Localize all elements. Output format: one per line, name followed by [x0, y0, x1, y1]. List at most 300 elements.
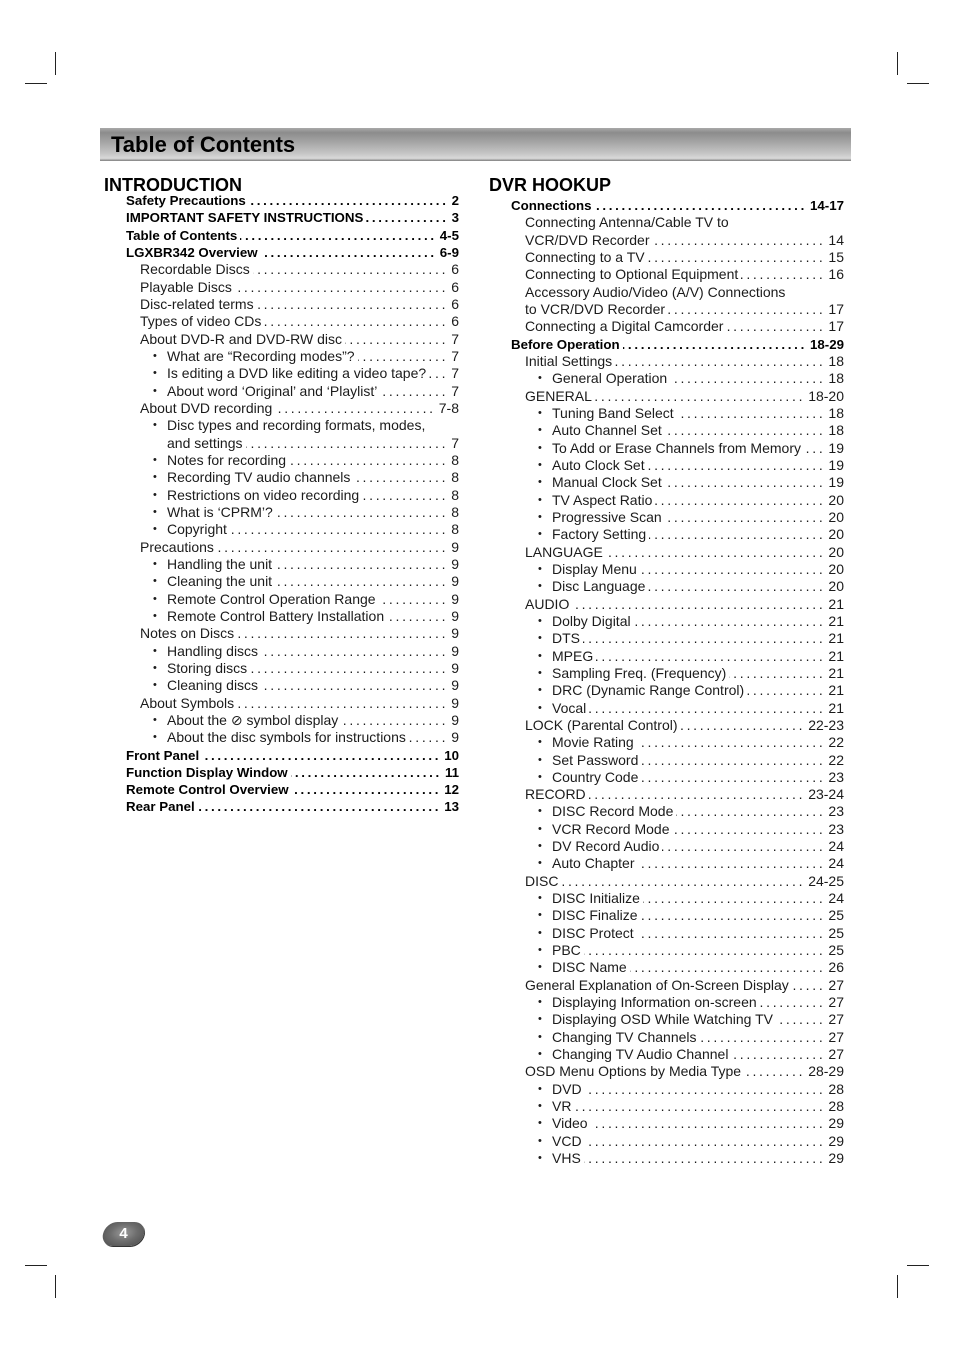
- dot-leader: [726, 318, 825, 335]
- toc-entry-label: DRC (Dynamic Range Control): [552, 682, 745, 699]
- bullet-icon: [538, 994, 542, 1011]
- toc-entry-page: 9: [451, 711, 459, 728]
- toc-entry: [511, 907, 844, 924]
- toc-entry-label: Auto Clock Set: [552, 456, 645, 473]
- toc-entry-label: Movie Rating: [552, 734, 634, 751]
- toc-entry: [511, 266, 844, 283]
- toc-entry-label: VHS: [552, 1150, 581, 1167]
- toc-section-entry: [126, 227, 459, 244]
- toc-entry-page: 9: [451, 659, 459, 676]
- toc-entry-label: Changing TV Channels: [552, 1028, 697, 1045]
- toc-entry-label: Auto Chapter: [552, 855, 635, 872]
- toc-entry-page: 22-23: [808, 716, 844, 733]
- bullet-icon: [538, 405, 542, 422]
- toc-entry-label: Vocal: [552, 699, 587, 716]
- bullet-icon: [538, 925, 542, 942]
- toc-entry-page: 26: [828, 959, 844, 976]
- toc-entry-label: Video: [552, 1115, 588, 1132]
- toc-entry-label: GENERAL: [525, 387, 592, 404]
- bullet-icon: [538, 959, 542, 976]
- toc-entry-label-first-line: Connecting Antenna/Cable TV to: [525, 214, 729, 231]
- toc-entry: [511, 1133, 844, 1150]
- dot-leader: [665, 422, 826, 439]
- toc-entry-page: 9: [451, 573, 459, 590]
- dot-leader: [387, 608, 448, 625]
- toc-entry: [126, 469, 459, 486]
- dot-leader: [362, 487, 448, 504]
- dot-leader: [230, 521, 448, 538]
- dot-leader: [561, 873, 805, 890]
- toc-entry-label: About the disc symbols for instructions: [167, 729, 406, 746]
- bullet-icon: [538, 700, 542, 717]
- toc-entry: [511, 353, 844, 370]
- toc-entry: [511, 1063, 844, 1080]
- toc-entry: [511, 457, 844, 474]
- toc-entry: [511, 838, 844, 855]
- dot-leader: [681, 717, 806, 734]
- toc-entry-label: Sampling Freq. (Frequency): [552, 664, 727, 681]
- dot-leader: [572, 596, 825, 613]
- toc-entry-label: Manual Clock Set: [552, 474, 662, 491]
- dot-leader: [652, 232, 825, 249]
- bullet-icon: [153, 504, 157, 521]
- toc-entry-label: About DVD recording: [140, 399, 273, 416]
- toc-entry-page: 9: [451, 538, 459, 555]
- dot-leader: [380, 383, 448, 400]
- bullet-icon: [538, 803, 542, 820]
- bullet-icon: [153, 643, 157, 660]
- toc-entry: [511, 509, 844, 526]
- toc-entry-page: 20: [828, 491, 844, 508]
- dot-leader: [585, 1133, 826, 1150]
- toc-entry-page: 29: [828, 1150, 844, 1167]
- toc-entry-page: 25: [828, 942, 844, 959]
- toc-entry: [511, 440, 844, 457]
- bullet-icon: [538, 648, 542, 665]
- bullet-icon: [538, 682, 542, 699]
- toc-entry-page: 9: [451, 694, 459, 711]
- toc-entry: [126, 556, 459, 573]
- dot-leader: [261, 643, 448, 660]
- toc-column-dvr-hookup: [511, 197, 844, 1167]
- bullet-icon: [538, 1081, 542, 1098]
- toc-entry: [511, 1046, 844, 1063]
- toc-entry-label: LANGUAGE: [525, 543, 603, 560]
- toc-entry-label: What are “Recording modes”?: [167, 347, 355, 364]
- toc-entry-page: 27: [828, 976, 844, 993]
- toc-entry-page: 9: [451, 590, 459, 607]
- toc-entry-page: 27: [828, 1011, 844, 1028]
- toc-entry-page: 29: [828, 1115, 844, 1132]
- toc-entry-label: About word ‘Original’ and ‘Playlist’: [167, 382, 378, 399]
- toc-entry-page: 21: [828, 682, 844, 699]
- toc-entry-page: 9: [451, 677, 459, 694]
- bullet-icon: [538, 578, 542, 595]
- toc-entry: [511, 561, 844, 578]
- bullet-icon: [153, 729, 157, 746]
- toc-entry-page: 11: [444, 764, 459, 780]
- bullet-icon: [538, 613, 542, 630]
- bullet-icon: [538, 1115, 542, 1132]
- bullet-icon: [153, 469, 157, 486]
- dot-leader: [275, 556, 448, 573]
- bullet-icon: [153, 573, 157, 590]
- toc-entry-page: 7: [451, 434, 459, 451]
- toc-entry: [126, 643, 459, 660]
- toc-entry-label-first-line: Accessory Audio/Video (A/V) Connections: [525, 283, 786, 300]
- bullet-icon: [538, 890, 542, 907]
- bullet-icon: [538, 821, 542, 838]
- crop-mark-top-left-vertical: [55, 52, 56, 75]
- toc-entry-page: 21: [828, 647, 844, 664]
- toc-entry-page: 19: [828, 439, 844, 456]
- bullet-icon: [153, 608, 157, 625]
- bullet-icon: [538, 509, 542, 526]
- toc-entry: [126, 729, 459, 746]
- dot-leader: [366, 209, 448, 226]
- toc-entry: [511, 318, 844, 335]
- dot-leader: [747, 682, 825, 699]
- toc-entry: [511, 474, 844, 491]
- toc-entry-page: 6: [451, 295, 459, 312]
- toc-entry-page: 21: [828, 699, 844, 716]
- toc-entry-label: Dolby Digital: [552, 612, 631, 629]
- dot-leader: [637, 925, 826, 942]
- dot-leader: [292, 781, 442, 798]
- toc-entry: [511, 578, 844, 595]
- toc-entry-page: 18-29: [809, 336, 844, 352]
- toc-entry-page: 23: [828, 803, 844, 820]
- toc-entry: [126, 504, 459, 521]
- toc-entry-label: General Operation: [552, 370, 668, 387]
- toc-entry-label: VR: [552, 1098, 572, 1115]
- dot-leader: [276, 504, 448, 521]
- toc-entry-label: Cleaning discs: [167, 677, 259, 694]
- toc-entry-page: 20: [828, 560, 844, 577]
- toc-entry-page: 8: [451, 469, 459, 486]
- bullet-icon: [538, 855, 542, 872]
- dot-leader: [429, 365, 448, 382]
- bullet-icon: [153, 712, 157, 729]
- toc-entry-page: 19: [828, 474, 844, 491]
- toc-entry: [511, 890, 844, 907]
- bullet-icon: [153, 521, 157, 538]
- toc-entry-page: 8: [451, 503, 459, 520]
- toc-entry: [511, 855, 844, 872]
- toc-entry-label: LGXBR342 Overview: [126, 244, 258, 260]
- toc-entry-page: 28: [828, 1080, 844, 1097]
- toc-entry-label: Display Menu: [552, 560, 637, 577]
- bullet-icon: [153, 417, 157, 434]
- bullet-icon: [153, 591, 157, 608]
- toc-entry: [511, 994, 844, 1011]
- toc-entry-page: 27: [828, 1046, 844, 1063]
- dot-leader: [379, 591, 449, 608]
- dot-leader: [257, 296, 449, 313]
- toc-entry-label: About the ⊘ symbol display: [167, 711, 339, 728]
- dot-leader: [744, 1063, 805, 1080]
- bullet-icon: [538, 440, 542, 457]
- toc-entry-label: DISC: [525, 872, 559, 889]
- toc-section-entry: [126, 747, 459, 764]
- dot-leader: [261, 677, 448, 694]
- toc-entry-label: to VCR/DVD Recorder: [525, 300, 666, 317]
- dot-leader: [648, 249, 826, 266]
- dot-leader: [264, 313, 448, 330]
- dot-leader: [731, 1046, 825, 1063]
- toc-entry-label: Disc-related terms: [140, 295, 254, 312]
- toc-entry: [511, 1150, 844, 1167]
- toc-entry-page: 7: [451, 365, 459, 382]
- toc-entry: [126, 400, 459, 417]
- dot-leader: [240, 227, 436, 244]
- bullet-icon: [538, 561, 542, 578]
- toc-entry-page: 28: [828, 1098, 844, 1115]
- toc-entry-label: Front Panel: [126, 747, 200, 763]
- toc-section-entry: [126, 764, 459, 781]
- toc-entry: [511, 1029, 844, 1046]
- dot-leader: [584, 942, 826, 959]
- dot-leader: [729, 665, 825, 682]
- toc-entry-page: 21: [828, 612, 844, 629]
- toc-entry: [126, 539, 459, 556]
- dot-leader: [250, 660, 448, 677]
- toc-entry-page: 24-25: [808, 872, 844, 889]
- toc-section-entry: [511, 197, 844, 214]
- dot-leader: [606, 544, 826, 561]
- dot-leader: [662, 838, 825, 855]
- toc-section-entry: [126, 798, 459, 815]
- toc-section-entry: [126, 192, 459, 209]
- toc-entry-page: 25: [828, 924, 844, 941]
- toc-entry: [126, 452, 459, 469]
- toc-entry-page: 8: [451, 486, 459, 503]
- dot-leader: [673, 821, 826, 838]
- toc-entry-label: DISC Initialize: [552, 890, 640, 907]
- bullet-icon: [538, 752, 542, 769]
- toc-entry: [511, 526, 844, 543]
- toc-entry-label: Notes on Discs: [140, 625, 235, 642]
- bullet-icon: [538, 474, 542, 491]
- toc-entry-label: Set Password: [552, 751, 639, 768]
- toc-entry-page: 7: [451, 347, 459, 364]
- dot-leader: [677, 405, 826, 422]
- toc-entry: [511, 873, 844, 890]
- toc-entry-label: Recordable Discs: [140, 261, 250, 278]
- toc-entry-page: 23: [828, 768, 844, 785]
- dot-leader: [792, 977, 826, 994]
- toc-entry-label: Copyright: [167, 521, 227, 538]
- toc-entry-label: Before Operation: [511, 336, 620, 352]
- toc-section-entry: [126, 209, 459, 226]
- toc-entry: [126, 435, 459, 452]
- toc-entry-page: 24: [828, 855, 844, 872]
- toc-entry-page: 27: [828, 1028, 844, 1045]
- dot-leader: [289, 452, 448, 469]
- toc-entry: [126, 695, 459, 712]
- toc-entry-page: 20: [828, 543, 844, 560]
- toc-entry-page: 12: [444, 782, 459, 798]
- bullet-icon: [538, 1046, 542, 1063]
- dot-leader: [217, 539, 448, 556]
- dot-leader: [246, 435, 449, 452]
- page-title: Table of Contents: [111, 132, 296, 157]
- toc-entry: [126, 712, 459, 729]
- toc-entry: [511, 959, 844, 976]
- toc-entry-page: 6: [451, 278, 459, 295]
- bullet-icon: [153, 348, 157, 365]
- toc-entry-page: 25: [828, 907, 844, 924]
- toc-entry-page: 18: [828, 370, 844, 387]
- toc-entry-page: 21: [828, 595, 844, 612]
- toc-entry-page: 18: [828, 352, 844, 369]
- toc-entry: [511, 596, 844, 613]
- dot-leader: [623, 336, 807, 353]
- dot-leader: [665, 509, 826, 526]
- toc-entry-page: 7: [451, 330, 459, 347]
- toc-entry-label: DISC Protect: [552, 924, 634, 941]
- toc-entry: [126, 625, 459, 642]
- toc-entry-page: 16: [828, 266, 844, 283]
- dot-leader: [670, 370, 825, 387]
- dot-leader: [353, 469, 448, 486]
- toc-entry: [126, 348, 459, 365]
- toc-entry-label: DISC Record Mode: [552, 803, 674, 820]
- toc-entry-label: Disc Language: [552, 578, 646, 595]
- toc-entry-page: 22: [828, 751, 844, 768]
- toc-entry-first-line: [511, 284, 844, 301]
- toc-entry-label: LOCK (Parental Control): [525, 716, 678, 733]
- toc-entry-label: Initial Settings: [525, 352, 613, 369]
- toc-entry-label: VCD: [552, 1132, 582, 1149]
- toc-entry-label: DTS: [552, 630, 580, 647]
- dot-leader: [291, 764, 442, 781]
- toc-entry-label: Restrictions on video recording: [167, 486, 360, 503]
- bullet-icon: [538, 1029, 542, 1046]
- toc-entry-page: 3: [451, 210, 459, 226]
- toc-entry-label: Displaying Information on-screen: [552, 994, 757, 1011]
- bullet-icon: [153, 452, 157, 469]
- toc-entry: [511, 1081, 844, 1098]
- dot-leader: [641, 752, 825, 769]
- bullet-icon: [538, 1011, 542, 1028]
- toc-entry-label: OSD Menu Options by Media Type: [525, 1063, 742, 1080]
- toc-entry-page: 17: [828, 300, 844, 317]
- dot-leader: [358, 348, 449, 365]
- toc-entry: [126, 313, 459, 330]
- toc-entry: [126, 331, 459, 348]
- toc-entry-label: About DVD-R and DVD-RW disc: [140, 330, 343, 347]
- toc-entry-label: Function Display Window: [126, 764, 288, 780]
- page-number: 4: [119, 1225, 128, 1242]
- crop-mark-top-right-vertical: [897, 52, 898, 75]
- dot-leader: [589, 786, 806, 803]
- dot-leader: [700, 1029, 826, 1046]
- toc-entry-label: Table of Contents: [126, 227, 238, 243]
- toc-column-introduction: [126, 192, 459, 816]
- toc-entry: [511, 388, 844, 405]
- toc-entry-page: 23-24: [808, 786, 844, 803]
- toc-entry-label: Precautions: [140, 538, 214, 555]
- toc-entry-page: 14: [828, 231, 844, 248]
- toc-entry-label: Factory Setting: [552, 526, 647, 543]
- toc-entry-label: AUDIO: [525, 595, 570, 612]
- toc-entry-label: About Symbols: [140, 694, 235, 711]
- section-heading-dvr-hookup: DVR HOOKUP: [489, 175, 612, 195]
- dot-leader: [615, 353, 825, 370]
- toc-entry-page: 18: [828, 404, 844, 421]
- toc-entry-label: Handling discs: [167, 642, 259, 659]
- toc-entry-page: 6: [451, 261, 459, 278]
- toc-entry-page: 17: [828, 318, 844, 335]
- dot-leader: [237, 625, 448, 642]
- toc-entry-label: Connections: [511, 198, 592, 213]
- crop-mark-bottom-right-horizontal: [907, 1265, 929, 1266]
- crop-mark-bottom-left-horizontal: [25, 1265, 47, 1266]
- crop-mark-top-right-horizontal: [907, 83, 929, 84]
- dot-leader: [584, 1150, 826, 1167]
- toc-entry-first-line: [511, 214, 844, 231]
- dot-leader: [643, 890, 826, 907]
- dot-leader: [202, 747, 441, 764]
- toc-entry-page: 8: [451, 451, 459, 468]
- dot-leader: [760, 994, 826, 1011]
- toc-entry-label: Connecting to a TV: [525, 248, 645, 265]
- toc-entry-label: To Add or Erase Channels from Memory: [552, 439, 801, 456]
- toc-section-entry: [126, 781, 459, 798]
- bullet-icon: [153, 487, 157, 504]
- toc-entry-page: 27: [828, 994, 844, 1011]
- bullet-icon: [538, 734, 542, 751]
- toc-entry-page: 7-8: [438, 399, 459, 416]
- toc-entry: [511, 249, 844, 266]
- toc-entry: [511, 786, 844, 803]
- toc-entry-label: Recording TV audio channels: [167, 469, 351, 486]
- bullet-icon: [153, 660, 157, 677]
- toc-entry-page: 20: [828, 508, 844, 525]
- toc-entry-label: RECORD: [525, 786, 586, 803]
- toc-entry-page: 4-5: [439, 227, 459, 243]
- toc-entry: [126, 677, 459, 694]
- dot-leader: [591, 1115, 826, 1132]
- title-bar: [100, 128, 851, 161]
- page-number-badge: [100, 1222, 146, 1246]
- dot-leader: [235, 279, 448, 296]
- bullet-icon: [153, 556, 157, 573]
- toc-entry-page: 20: [828, 526, 844, 543]
- toc-entry: [126, 591, 459, 608]
- toc-entry: [511, 803, 844, 820]
- toc-entry-page: 10: [444, 747, 459, 763]
- toc-entry-page: 9: [451, 642, 459, 659]
- bullet-icon: [538, 630, 542, 647]
- toc-entry-label: Connecting to Optional Equipment: [525, 266, 739, 283]
- toc-entry-label: Storing discs: [167, 659, 248, 676]
- toc-entry: [511, 665, 844, 682]
- toc-entry-page: 13: [444, 799, 459, 815]
- toc-entry-label: Changing TV Audio Channel: [552, 1046, 729, 1063]
- toc-entry-page: 6: [451, 313, 459, 330]
- dot-leader: [655, 492, 825, 509]
- toc-entry: [511, 1011, 844, 1028]
- toc-entry: [126, 296, 459, 313]
- dot-leader: [409, 729, 448, 746]
- dot-leader: [596, 648, 825, 665]
- toc-entry: [511, 977, 844, 994]
- toc-entry-label: Types of video CDs: [140, 313, 262, 330]
- toc-entry-page: 18-20: [808, 387, 844, 404]
- toc-entry-page: 9: [451, 729, 459, 746]
